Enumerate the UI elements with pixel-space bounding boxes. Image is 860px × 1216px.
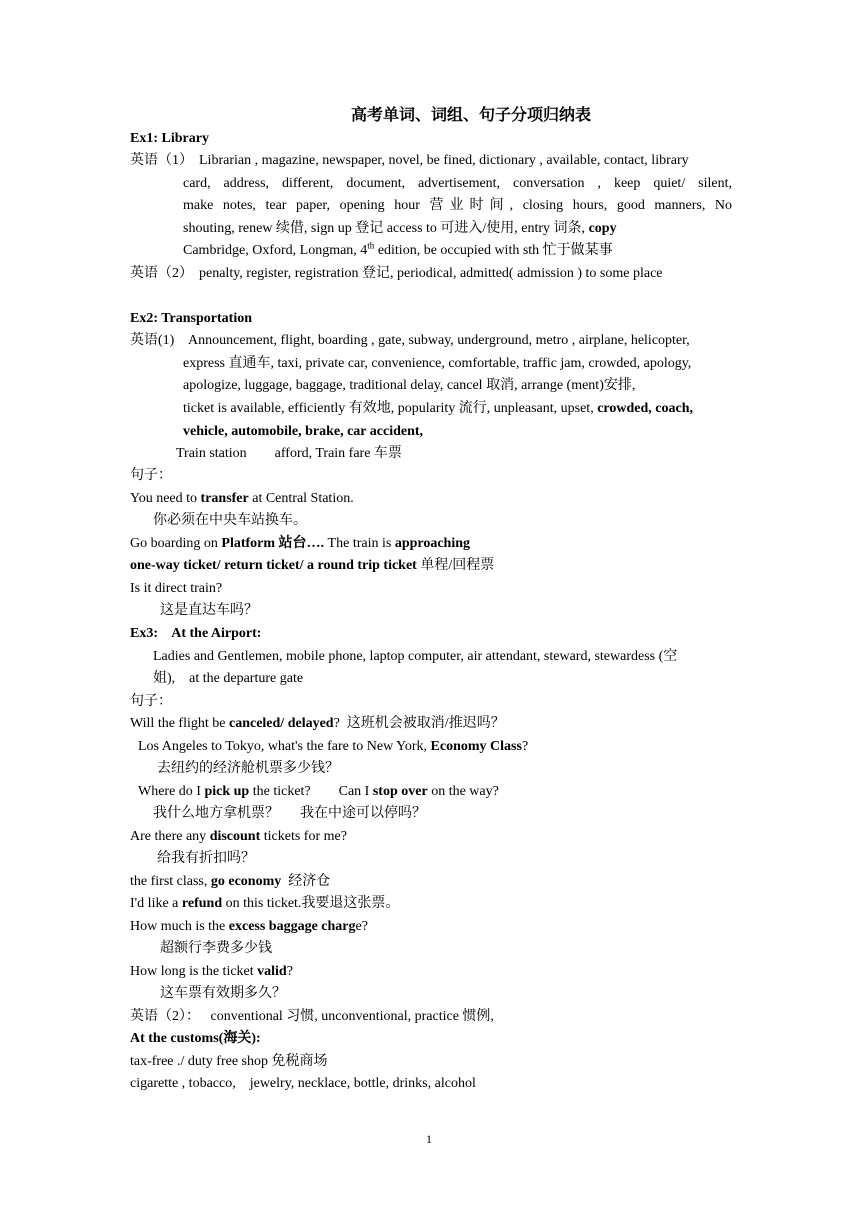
ex2-line4 [183,400,693,418]
ex3-s4-cn: 给我有折扣吗？ [157,851,255,866]
ex2-s3-cn: 单程/回程票 [416,558,495,573]
ex3-sentences-label: 句子： [130,694,172,709]
ex3-s2-a: Los Angeles to Tokyo, what's the fare to New York, [138,739,431,754]
ex3-s4-bold: discount [209,829,261,844]
ex2-en1-prefix: 英语(1) [130,333,175,348]
ex3-s6-c: on this ticket.我要退这张票。 [222,896,400,911]
ex3-s3-e: on the way? [427,784,499,799]
ex2-line4-text: ticket is available, efficiently 有效地, popularity 流行, unpleasant, upset, [183,401,598,416]
ex3-s5-bold: go economy [210,874,282,889]
ex3-s6-bold: refund [181,896,223,911]
ex1-en1-line5-a: Cambridge, Oxford, Longman, 4 [183,243,368,258]
ex2-line3: apologize, luggage, baggage, traditional delay, cancel 取消, arrange (ment)安排, [183,378,636,393]
ex2-s2-bold1: Platform 站台…. [221,536,325,551]
ex3-s4-a: Are there any [130,829,210,844]
ex2-sentences-label: 句子： [130,468,172,483]
ex2-s2-c: The train is [324,536,395,551]
ex3-line1: Ladies and Gentlemen, mobile phone, laptop computer, air attendant, steward, stewardess (空 [153,649,678,664]
ex2-s2 [130,535,470,553]
ex1-en1-line2: card, address, different, document, advertisement, conversation , keep quiet/ silent, [183,176,732,191]
ex3-s6 [130,895,399,913]
ex1-heading: Ex1: Library [130,131,209,146]
ex2-s1-a: You need to [130,491,201,506]
ex1-en1-line1: Librarian , magazine, newspaper, novel, be fined, dictionary , available, contact, library [199,153,689,168]
ex3-s2-cn: 去纽约的经济舱机票多少钱？ [157,761,339,776]
ex3-s3 [138,783,499,801]
ex3-s1-a: Will the flight be [130,716,229,731]
ex1-en1-line5-b: edition, be occupied with sth 忙于做某事 [374,243,613,258]
ex3-s3-a: Where do I [138,784,205,799]
ex1-en1-line5 [183,242,613,260]
ex3-s8-c: ? [286,964,293,979]
ex2-s1 [130,490,354,508]
ex1-en1-line4 [183,220,617,238]
ex2-s3 [130,557,494,575]
ex3-s7-bold: excess baggage charg [228,919,356,934]
ex3-s8-cn: 这车票有效期多久？ [160,986,286,1001]
ex3-s3-bold2: stop over [372,784,428,799]
ex3-s4-c: tickets for me? [260,829,347,844]
ex1-en2-line1: penalty, register, registration 登记, periodical, admitted( admission ) to some place [199,266,663,281]
ex3-s2-bold: Economy Class [430,739,522,754]
ex3-s3-bold1: pick up [204,784,250,799]
ex3-s1-c: ? 这班机会被取消/推迟吗？ [333,716,505,731]
ex2-s4-cn: 这是直达车吗？ [160,603,258,618]
ex3-heading: Ex3: At the Airport: [130,626,262,641]
ex2-s1-cn: 你必须在中央车站换车。 [153,513,307,528]
ex3-s1-bold: canceled/ delayed [228,716,334,731]
ex3-s2-c: ? [521,739,529,754]
ex1-en1-line4-text: shouting, renew 续借, sign up 登记 access to 可进入/使用, entry 词条, [183,221,589,236]
ex3-s7-c: e? [355,919,368,934]
ex2-s2-a: Go boarding on [130,536,222,551]
ex2-line2: express 直通车, taxi, private car, convenience, comfortable, traffic jam, crowded, apology, [183,356,692,371]
ex2-line4-bold: crowded, coach, [597,401,693,416]
customs-line2: cigarette , tobacco, jewelry, necklace, bottle, drinks, alcohol [130,1076,476,1091]
ex3-s7-a: How much is the [130,919,229,934]
page-number: 1 [426,1132,432,1146]
ex3-s5 [130,873,330,891]
ex3-line2: 姐), at the departure gate [153,671,304,686]
ex3-s8-a: How long is the ticket [130,964,258,979]
ex3-s6-a: I'd like a [130,896,182,911]
ex2-line5: vehicle, automobile, brake, car accident, [183,424,424,439]
ex2-heading: Ex2: Transportation [130,311,252,326]
ex3-s1 [130,715,505,733]
ex3-s7 [130,918,368,936]
ex3-s2 [138,738,528,756]
ex3-s7-cn: 超额行李费多少钱 [160,941,272,956]
ex2-s1-c: at Central Station. [248,491,354,506]
ex3-en2: 英语（2）： conventional 习惯, unconventional, practice 惯例, [130,1009,494,1024]
ex2-s1-bold: transfer [200,491,249,506]
ex3-s3-c: the ticket? Can I [249,784,373,799]
ex3-s5-c: 经济仓 [281,874,331,889]
ex3-s8-bold: valid [257,964,287,979]
ex1-en1-line5-sup: th [367,240,375,251]
ex3-s8 [130,963,293,981]
ex3-s5-a: the first class, [130,874,211,889]
ex2-s3-bold: one-way ticket/ return ticket/ a round trip ticket [130,558,417,573]
ex3-s4 [130,828,347,846]
ex1-copy-bold: copy [588,221,617,236]
ex2-s4: Is it direct train? [130,581,223,596]
ex2-line6: Train station afford, Train fare 车票 [176,446,402,461]
customs-heading: At the customs(海关): [130,1031,261,1046]
customs-line1: tax-free ./ duty free shop 免税商场 [130,1054,328,1069]
page-title: 高考单词、词组、句子分项归纳表 [351,107,592,124]
ex2-line1: Announcement, flight, boarding , gate, subway, underground, metro , airplane, helicopter, [188,333,690,348]
ex1-en2-prefix: 英语（2） [130,266,193,281]
ex3-s3-cn: 我什么地方拿机票？ 我在中途可以停吗？ [153,806,426,821]
ex1-en1-prefix: 英语（1） [130,153,193,168]
ex2-s2-bold2: approaching [394,536,471,551]
ex1-en1-line3: make notes, tear paper, opening hour 营业时间, closing hours, good manners, No [183,198,732,213]
